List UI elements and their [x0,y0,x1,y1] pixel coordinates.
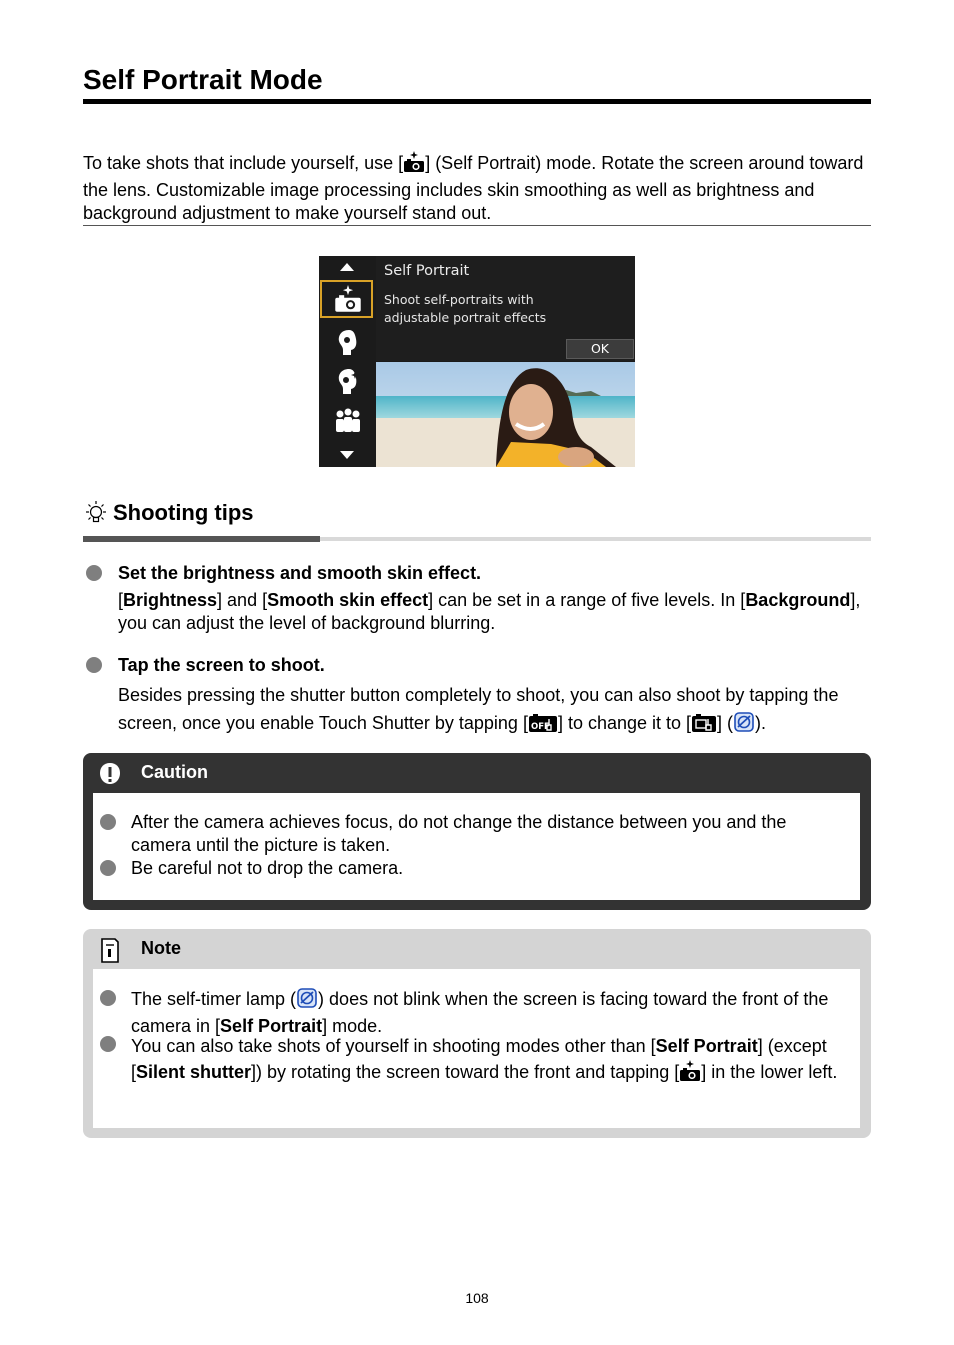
note-item-2 [131,1033,846,1089]
note-1-text: The self-timer lamp ( [131,989,297,1009]
caution-item-1: After the camera achieves focus, do not change the distance between you and the camera until the picture is taken. [131,812,787,855]
touch-shutter-off-icon [528,713,558,741]
tip-2-text: ] ( [717,713,734,733]
brightness-term: Brightness [123,590,218,610]
note-2-text: You can also take shots of yourself in shooting modes other than [ [131,1036,656,1056]
bullet-icon [100,860,116,876]
screen-mode-title: Self Portrait [384,263,470,279]
bullet-icon [100,1036,116,1052]
intro-text: To take shots that include yourself, use [ [83,153,404,173]
tip-1-heading: Set the brightness and smooth skin effect. [118,563,482,583]
self-portrait-mode-icon [403,151,425,179]
mode-list [319,256,376,467]
screen-desc-line-1: Shoot self-portraits with [384,292,534,307]
lightbulb-icon [83,500,109,526]
note-2-text: ]) by rotating the screen toward the front and tapping [ [251,1062,680,1082]
bullet-icon [86,657,102,673]
selfie-photo [376,362,635,467]
tip-1-text: ], you can adjust the level of background blurring. [118,590,861,633]
intro-rule [83,225,871,226]
portrait-mode-icon [335,328,361,356]
smooth-skin-term: Smooth skin effect [267,590,429,610]
shooting-tips-heading: Shooting tips [113,500,254,525]
note-1-text: ] mode. [322,1016,383,1036]
self-timer-lamp-icon [733,711,755,741]
silent-shutter-term: Silent shutter [136,1062,252,1082]
self-portrait-term: Self Portrait [655,1036,758,1056]
self-timer-lamp-icon [296,987,318,1015]
tip-2-text: ] to change it to [ [557,713,692,733]
tip-1-body [118,589,868,635]
tip-2-heading: Tap the screen to shoot. [118,655,325,675]
scroll-up-icon [340,263,354,271]
title-rule [83,99,871,104]
tips-rule-dark [83,536,320,542]
smooth-skin-mode-icon [335,367,361,395]
tip-1-text: ] and [ [217,590,268,610]
intro-text-2: ] (Self Portrait) mode. Rotate the screen around toward the lens. Customizable image processing includes skin smoothing as well as brightness and background adjustment to make yourself stand out. [83,153,864,223]
note-label: Note [141,938,181,958]
note-item-1 [131,987,846,1038]
svg-text:OFF: OFF [530,722,550,732]
mode-description-panel [376,256,635,361]
tip-2-text: Besides pressing the shutter button completely to shoot, you can also shoot by tapping the screen, once you enable Touch Shutter by tapping [ [118,685,839,733]
note-1-text: ) does not blink when the screen is facing toward the front of the camera in [ [131,989,829,1036]
page-title: Self Portrait Mode [83,64,323,95]
screen-desc-line-2: adjustable portrait effects [384,310,547,325]
screen-mode-description [384,291,624,327]
page-number: 108 [465,1290,489,1306]
tip-2-text: ). [755,713,767,733]
note-2-text: ] (except [ [131,1036,827,1082]
background-term: Background [745,590,851,610]
tip-1-text: [ [118,590,124,610]
caution-label: Caution [141,762,208,782]
self-portrait-mode-icon [333,285,363,313]
bullet-icon [100,814,116,830]
note-2-text: ] in the lower left. [701,1062,838,1082]
intro-paragraph [83,151,871,225]
self-portrait-term: Self Portrait [220,1016,323,1036]
caution-item-2: Be careful not to drop the camera. [131,858,404,878]
bullet-icon [86,565,102,581]
bullet-icon [100,990,116,1006]
camera-screen-illustration [319,256,635,467]
ok-button[interactable]: OK [566,339,634,359]
self-portrait-mode-icon [679,1060,701,1089]
scroll-down-icon [340,451,354,459]
tips-rule-light [320,537,871,541]
touch-shutter-on-icon [691,713,717,741]
caution-icon [98,762,122,786]
note-icon [100,938,120,964]
tip-2-body [118,681,863,741]
group-photo-mode-icon [333,408,363,434]
tip-1-text: ] can be set in a range of five levels. In [ [428,590,746,610]
